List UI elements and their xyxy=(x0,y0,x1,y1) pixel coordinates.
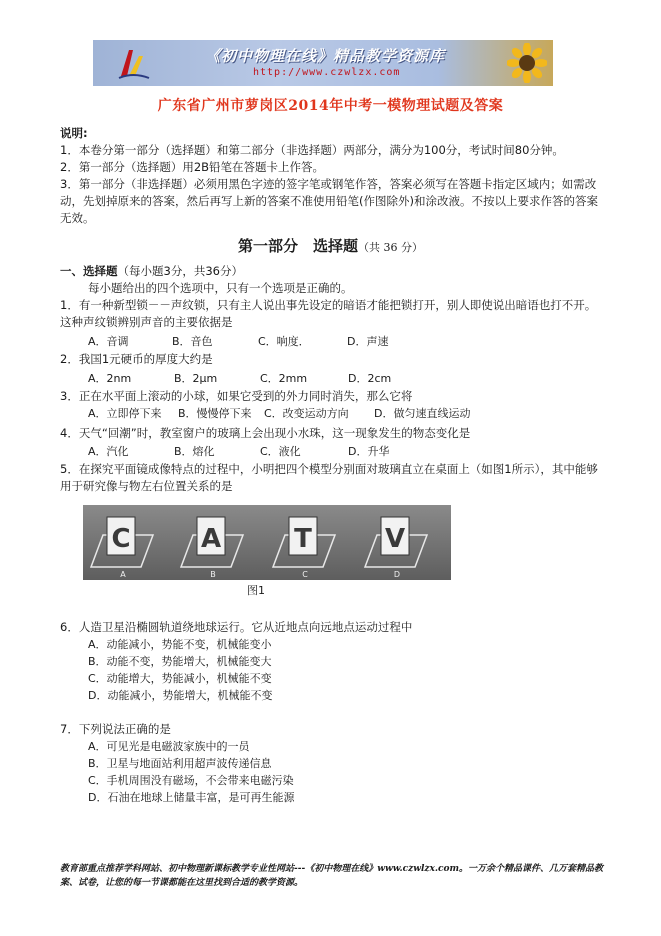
part1-title xyxy=(0,235,661,256)
section1-note: （每小题3分，共36分） xyxy=(117,264,243,278)
question-7-stem: 7．下列说法正确的是 xyxy=(60,722,171,736)
option[interactable]: A．音调 xyxy=(88,335,129,348)
figure-letter: A xyxy=(200,524,222,554)
option[interactable]: A．2nm xyxy=(88,372,132,385)
question-6-option-b[interactable]: B．动能不变，势能增大，机械能变大 xyxy=(88,655,272,668)
question-1-stem: 1．有一种新型锁－－声纹锁，只有主人说出事先设定的暗语才能把锁打开，别人即使说出暗语也打不开。这种声纹锁辨别声音的主要依据是 xyxy=(60,298,597,329)
figure-sub-label: D xyxy=(393,570,401,579)
site-logo-icon xyxy=(115,46,151,82)
option[interactable]: B．慢慢停下来 xyxy=(178,407,252,420)
option[interactable]: B．音色 xyxy=(172,335,213,348)
figure-letter: V xyxy=(384,524,406,554)
header-banner xyxy=(93,40,553,86)
question-4-stem: 4．天气“回潮”时，教室窗户的玻璃上会出现小水珠，这一现象发生的物态变化是 xyxy=(60,426,471,440)
question-7-option-a[interactable]: A．可见光是电磁波家族中的一员 xyxy=(88,740,250,753)
instructions-heading: 说明: xyxy=(60,126,88,140)
option[interactable]: C．改变运动方向 xyxy=(264,407,349,420)
option[interactable]: C．2mm xyxy=(260,372,308,385)
figure-letter: C xyxy=(111,524,131,554)
question-1-options xyxy=(88,333,388,350)
option[interactable]: B．2μm xyxy=(174,372,218,385)
question-6-option-a[interactable]: A．动能减小，势能不变，机械能变小 xyxy=(88,638,272,651)
figure-1-caption: 图1 xyxy=(247,584,265,597)
figure-sub-label: B xyxy=(210,570,216,579)
instruction-item-1: 1．本卷分第一部分（选择题）和第二部分（非选择题）两部分，满分为100分，考试时间80分钟。 xyxy=(60,143,564,157)
section1-header xyxy=(60,263,600,280)
figure-sub-label: C xyxy=(302,570,308,579)
section1-intro: 每小题给出的四个选项中，只有一个选项是正确的。 xyxy=(88,281,353,295)
option[interactable]: D．升华 xyxy=(348,445,390,458)
question-6-option-d[interactable]: D．动能减小，势能增大，机械能不变 xyxy=(88,689,273,702)
figure-letter: T xyxy=(294,524,312,554)
question-2-stem: 2．我国1元硬币的厚度大约是 xyxy=(60,352,213,366)
instruction-item-2: 2．第一部分（选择题）用2B铅笔在答题卡上作答。 xyxy=(60,160,325,174)
question-6-option-c[interactable]: C．动能增大，势能减小，机械能不变 xyxy=(88,672,272,685)
figure-sub-label: A xyxy=(120,570,126,579)
option[interactable]: D．做匀速直线运动 xyxy=(374,407,471,420)
banner-url[interactable]: http://www.czwlzx.com xyxy=(253,67,401,78)
option[interactable]: A．汽化 xyxy=(88,445,129,458)
part1-score: （共 36 分） xyxy=(358,241,423,254)
option[interactable]: D．声速 xyxy=(347,335,389,348)
question-2-options xyxy=(88,370,391,387)
part1-title-text: 第一部分 选择题 xyxy=(237,237,358,255)
question-6-stem: 6．人造卫星沿椭圆轨道绕地球运行。它从近地点向远地点运动过程中 xyxy=(60,620,413,634)
banner-title: 《初中物理在线》精品教学资源库 xyxy=(205,47,446,65)
document-title: 广东省广州市萝岗区2014年中考一模物理试题及答案 xyxy=(157,98,504,114)
sunflower-icon xyxy=(507,43,547,83)
option[interactable]: D．2cm xyxy=(348,372,392,385)
question-3-stem: 3．正在水平面上滚动的小球，如果它受到的外力同时消失，那么它将 xyxy=(60,389,413,403)
figure-1-photo xyxy=(83,505,451,580)
section1-label: 一、选择题 xyxy=(60,264,118,278)
question-7-option-b[interactable]: B．卫星与地面站利用超声波传递信息 xyxy=(88,757,272,770)
figure-1-models xyxy=(83,505,451,580)
option[interactable]: A．立即停下来 xyxy=(88,407,162,420)
question-7-option-c[interactable]: C．手机周围没有磁场，不会带来电磁污染 xyxy=(88,774,294,787)
option[interactable]: C．响度． xyxy=(258,335,310,348)
question-7-option-d[interactable]: D．石油在地球上储量丰富，是可再生能源 xyxy=(88,791,295,804)
option[interactable]: C．液化 xyxy=(260,445,301,458)
question-3-options xyxy=(88,405,470,422)
question-5-stem: 5．在探究平面镜成像特点的过程中，小明把四个模型分别面对玻璃直立在桌面上（如图1所示），其中能够用于研究像与物左右位置关系的是 xyxy=(60,462,598,493)
question-4-options xyxy=(88,443,389,460)
option[interactable]: B．熔化 xyxy=(174,445,215,458)
page-footer: 教育部重点推荐学科网站、初中物理新课标教学专业性网站---《初中物理在线》www.czwlzx.com。一万余个精品课件、几万套精品教案、试卷，让您的每一节课都能在这里找到合适的教学资源。 xyxy=(60,864,604,888)
instruction-item-3: 3．第一部分（非选择题）必须用黑色字迹的签字笔或钢笔作答，答案必须写在答题卡指定区域内；如需改动，先划掉原来的答案，然后再写上新的答案不准使用铅笔(作图除外)和涂改液。不按以上要求作答的答案无效。 xyxy=(60,177,598,225)
